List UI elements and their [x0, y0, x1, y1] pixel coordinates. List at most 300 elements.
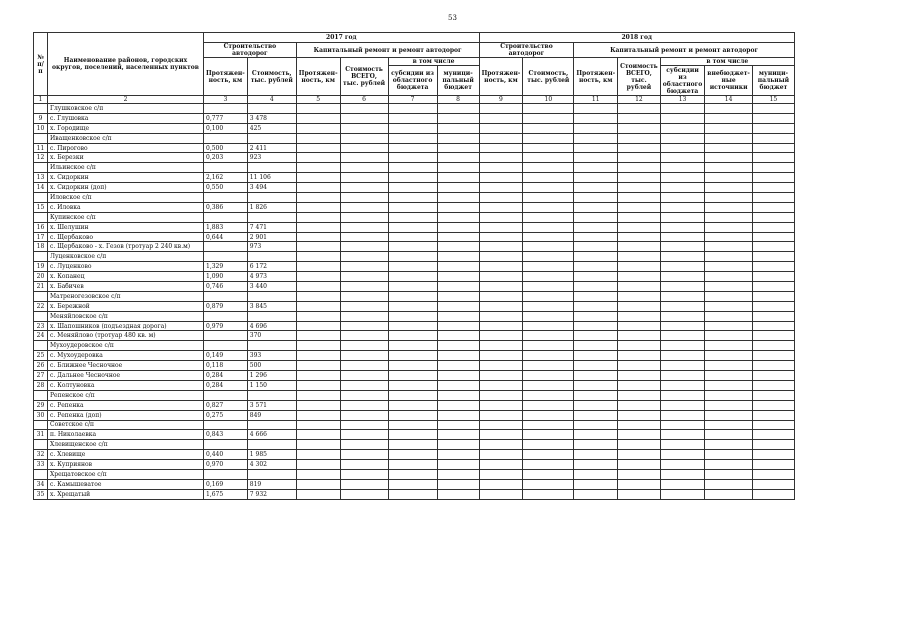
group-name: Ильинское с/п	[48, 163, 204, 173]
empty-cell	[296, 183, 340, 193]
column-number: 13	[660, 96, 705, 104]
table-row	[34, 153, 795, 163]
empty-cell	[660, 183, 705, 193]
empty-cell	[574, 469, 618, 479]
group-name: Купинское с/п	[48, 212, 204, 222]
empty-cell	[388, 469, 437, 479]
empty-cell	[523, 202, 574, 212]
row-number: 20	[34, 272, 48, 282]
empty-cell	[660, 242, 705, 252]
header-2018-including: в том числе	[660, 58, 794, 66]
empty-cell	[437, 113, 479, 123]
cost-cell: 7 471	[247, 222, 296, 232]
length-km-cell: 1,090	[204, 272, 248, 282]
empty-cell	[340, 104, 388, 114]
empty-cell	[705, 361, 753, 371]
empty-cell	[618, 331, 661, 341]
empty-cell	[660, 460, 705, 470]
empty-cell	[618, 222, 661, 232]
cost-cell: 1 296	[247, 371, 296, 381]
empty-cell	[618, 143, 661, 153]
empty-cell	[660, 440, 705, 450]
table-row	[34, 450, 795, 460]
empty-cell	[340, 291, 388, 301]
empty-cell	[437, 361, 479, 371]
cost-cell: 3 494	[247, 183, 296, 193]
empty-cell	[340, 341, 388, 351]
length-km-cell	[204, 104, 248, 114]
header-2018-con-length: Протяжен-ность, км	[479, 58, 523, 96]
empty-cell	[660, 163, 705, 173]
empty-cell	[752, 272, 794, 282]
length-km-cell: 0,979	[204, 321, 248, 331]
empty-cell	[479, 163, 523, 173]
empty-cell	[437, 311, 479, 321]
empty-cell	[479, 361, 523, 371]
empty-cell	[340, 361, 388, 371]
length-km-cell: 1,675	[204, 489, 248, 499]
cost-cell: 1 826	[247, 202, 296, 212]
row-number: 28	[34, 380, 48, 390]
length-km-cell: 1,883	[204, 222, 248, 232]
empty-cell	[340, 262, 388, 272]
row-number: 14	[34, 183, 48, 193]
empty-cell	[574, 361, 618, 371]
empty-cell	[660, 272, 705, 282]
empty-cell	[296, 163, 340, 173]
empty-cell	[388, 390, 437, 400]
empty-cell	[437, 252, 479, 262]
empty-cell	[388, 242, 437, 252]
empty-cell	[296, 489, 340, 499]
empty-cell	[388, 232, 437, 242]
empty-cell	[574, 222, 618, 232]
header-2017-repair: Капитальный ремонт и ремонт автодорог	[296, 43, 479, 58]
empty-cell	[574, 232, 618, 242]
empty-cell	[388, 143, 437, 153]
empty-cell	[437, 301, 479, 311]
empty-cell	[437, 143, 479, 153]
empty-cell	[705, 183, 753, 193]
length-km-cell	[204, 311, 248, 321]
empty-cell	[523, 163, 574, 173]
group-name: Луценковское с/п	[48, 252, 204, 262]
header-2018-rep-length: Протяжен-ность, км	[574, 58, 618, 96]
column-number: 5	[296, 96, 340, 104]
empty-cell	[660, 133, 705, 143]
row-number: 35	[34, 489, 48, 499]
row-number: 19	[34, 262, 48, 272]
table-row	[34, 113, 795, 123]
empty-cell	[296, 321, 340, 331]
table-row	[34, 479, 795, 489]
empty-cell	[705, 104, 753, 114]
empty-cell	[437, 163, 479, 173]
cost-cell: 4 973	[247, 272, 296, 282]
settlement-name: х. Шелушин	[48, 222, 204, 232]
empty-cell	[705, 420, 753, 430]
road-works-table	[33, 32, 795, 500]
empty-cell	[437, 400, 479, 410]
empty-cell	[705, 133, 753, 143]
empty-cell	[479, 104, 523, 114]
empty-cell	[705, 173, 753, 183]
header-2018-subsidy: субсидии из областного бюджета	[660, 66, 705, 96]
settlement-name: х. Бережной	[48, 301, 204, 311]
empty-cell	[340, 430, 388, 440]
empty-cell	[340, 272, 388, 282]
empty-cell	[296, 104, 340, 114]
row-number: 30	[34, 410, 48, 420]
empty-cell	[437, 242, 479, 252]
empty-cell	[388, 301, 437, 311]
table-row	[34, 430, 795, 440]
empty-cell	[618, 123, 661, 133]
empty-cell	[705, 282, 753, 292]
empty-cell	[340, 232, 388, 242]
empty-cell	[752, 123, 794, 133]
empty-cell	[388, 222, 437, 232]
cost-cell: 849	[247, 410, 296, 420]
empty-cell	[388, 153, 437, 163]
empty-cell	[574, 242, 618, 252]
column-number: 7	[388, 96, 437, 104]
empty-cell	[523, 212, 574, 222]
empty-cell	[340, 193, 388, 203]
header-2017-con-length: Протяжен-ность, км	[204, 58, 248, 96]
empty-cell	[523, 301, 574, 311]
empty-cell	[437, 380, 479, 390]
empty-cell	[523, 232, 574, 242]
length-km-cell	[204, 252, 248, 262]
table-row	[34, 143, 795, 153]
empty-cell	[705, 193, 753, 203]
length-km-cell: 0,284	[204, 371, 248, 381]
length-km-cell: 0,440	[204, 450, 248, 460]
empty-cell	[437, 133, 479, 143]
empty-cell	[660, 113, 705, 123]
length-km-cell: 0,386	[204, 202, 248, 212]
empty-cell	[618, 341, 661, 351]
empty-cell	[523, 291, 574, 301]
cost-cell: 4 666	[247, 430, 296, 440]
empty-cell	[296, 420, 340, 430]
empty-cell	[705, 163, 753, 173]
table-body	[34, 104, 795, 500]
empty-cell	[437, 371, 479, 381]
empty-cell	[574, 390, 618, 400]
empty-cell	[296, 222, 340, 232]
empty-cell	[660, 262, 705, 272]
empty-cell	[660, 331, 705, 341]
length-km-cell	[204, 440, 248, 450]
empty-cell	[752, 262, 794, 272]
table-row	[34, 400, 795, 410]
empty-cell	[388, 123, 437, 133]
empty-cell	[523, 311, 574, 321]
settlement-name: х. Куприянов	[48, 460, 204, 470]
empty-cell	[618, 410, 661, 420]
empty-cell	[479, 469, 523, 479]
empty-cell	[660, 341, 705, 351]
table-row	[34, 410, 795, 420]
empty-cell	[705, 430, 753, 440]
cost-cell: 1 985	[247, 450, 296, 460]
length-km-cell: 0,275	[204, 410, 248, 420]
group-name: Глушковское с/п	[48, 104, 204, 114]
empty-cell	[340, 222, 388, 232]
empty-cell	[296, 123, 340, 133]
empty-cell	[388, 341, 437, 351]
empty-cell	[574, 133, 618, 143]
empty-cell	[388, 173, 437, 183]
empty-cell	[437, 460, 479, 470]
empty-cell	[660, 430, 705, 440]
cost-cell: 3 440	[247, 282, 296, 292]
empty-cell	[752, 410, 794, 420]
empty-cell	[437, 212, 479, 222]
empty-cell	[618, 252, 661, 262]
empty-cell	[479, 311, 523, 321]
empty-cell	[296, 212, 340, 222]
empty-cell	[618, 351, 661, 361]
empty-cell	[296, 400, 340, 410]
empty-cell	[618, 311, 661, 321]
empty-cell	[437, 321, 479, 331]
settlement-name: с. Щербаково	[48, 232, 204, 242]
empty-cell	[340, 212, 388, 222]
length-km-cell: 0,100	[204, 123, 248, 133]
empty-cell	[752, 351, 794, 361]
header-2017-con-cost: Стоимость, тыс. рублей	[247, 58, 296, 96]
empty-cell	[479, 202, 523, 212]
group-row	[34, 163, 795, 173]
column-number: 4	[247, 96, 296, 104]
empty-cell	[574, 430, 618, 440]
empty-cell	[388, 489, 437, 499]
empty-cell	[340, 390, 388, 400]
empty-cell	[340, 321, 388, 331]
empty-cell	[437, 222, 479, 232]
empty-cell	[574, 282, 618, 292]
empty-cell	[340, 450, 388, 460]
empty-cell	[437, 430, 479, 440]
length-km-cell: 0,169	[204, 479, 248, 489]
empty-cell	[296, 390, 340, 400]
empty-cell	[618, 232, 661, 242]
empty-cell	[479, 400, 523, 410]
cost-cell: 393	[247, 351, 296, 361]
empty-cell	[388, 440, 437, 450]
table-row	[34, 460, 795, 470]
empty-cell	[660, 301, 705, 311]
row-number: 23	[34, 321, 48, 331]
row-number-cell	[34, 104, 48, 114]
column-number: 12	[618, 96, 661, 104]
empty-cell	[479, 113, 523, 123]
empty-cell	[388, 430, 437, 440]
empty-cell	[479, 331, 523, 341]
cost-cell	[247, 163, 296, 173]
empty-cell	[618, 420, 661, 430]
table-row	[34, 232, 795, 242]
empty-cell	[618, 262, 661, 272]
empty-cell	[523, 430, 574, 440]
row-number: 33	[34, 460, 48, 470]
table-row	[34, 173, 795, 183]
column-number: 10	[523, 96, 574, 104]
empty-cell	[388, 400, 437, 410]
empty-cell	[705, 469, 753, 479]
empty-cell	[523, 183, 574, 193]
empty-cell	[296, 291, 340, 301]
row-number: 32	[34, 450, 48, 460]
empty-cell	[523, 469, 574, 479]
table-row	[34, 242, 795, 252]
settlement-name: с. Пирогово	[48, 143, 204, 153]
empty-cell	[618, 361, 661, 371]
header-2018-repair: Капитальный ремонт и ремонт автодорог	[574, 43, 795, 58]
empty-cell	[705, 301, 753, 311]
empty-cell	[618, 380, 661, 390]
group-name: Хлевищенское с/п	[48, 440, 204, 450]
empty-cell	[296, 331, 340, 341]
empty-cell	[574, 104, 618, 114]
length-km-cell: 0,777	[204, 113, 248, 123]
group-row	[34, 420, 795, 430]
empty-cell	[523, 331, 574, 341]
table-row	[34, 361, 795, 371]
empty-cell	[340, 420, 388, 430]
empty-cell	[296, 460, 340, 470]
empty-cell	[618, 202, 661, 212]
empty-cell	[752, 143, 794, 153]
table-row	[34, 262, 795, 272]
empty-cell	[618, 291, 661, 301]
row-number: 16	[34, 222, 48, 232]
cost-cell: 6 172	[247, 262, 296, 272]
empty-cell	[752, 390, 794, 400]
empty-cell	[479, 291, 523, 301]
row-number: 21	[34, 282, 48, 292]
empty-cell	[705, 222, 753, 232]
empty-cell	[296, 311, 340, 321]
empty-cell	[752, 242, 794, 252]
empty-cell	[660, 489, 705, 499]
empty-cell	[296, 113, 340, 123]
length-km-cell	[204, 331, 248, 341]
empty-cell	[752, 440, 794, 450]
column-number: 11	[574, 96, 618, 104]
empty-cell	[574, 153, 618, 163]
empty-cell	[437, 291, 479, 301]
empty-cell	[479, 193, 523, 203]
empty-cell	[296, 440, 340, 450]
empty-cell	[618, 489, 661, 499]
cost-cell	[247, 193, 296, 203]
length-km-cell: 0,500	[204, 143, 248, 153]
empty-cell	[705, 331, 753, 341]
empty-cell	[660, 371, 705, 381]
length-km-cell: 0,827	[204, 400, 248, 410]
empty-cell	[618, 272, 661, 282]
empty-cell	[574, 212, 618, 222]
cost-cell	[247, 252, 296, 262]
empty-cell	[340, 183, 388, 193]
empty-cell	[752, 163, 794, 173]
empty-cell	[340, 133, 388, 143]
empty-cell	[574, 351, 618, 361]
empty-cell	[388, 361, 437, 371]
empty-cell	[574, 252, 618, 262]
empty-cell	[340, 489, 388, 499]
empty-cell	[705, 321, 753, 331]
cost-cell: 3 478	[247, 113, 296, 123]
empty-cell	[437, 262, 479, 272]
empty-cell	[523, 252, 574, 262]
settlement-name: с. Щербаково - х. Гезов (тротуар 2 240 кв.м)	[48, 242, 204, 252]
empty-cell	[479, 321, 523, 331]
settlement-name: х. Бабичев	[48, 282, 204, 292]
empty-cell	[523, 321, 574, 331]
row-number: 9	[34, 113, 48, 123]
table-row	[34, 371, 795, 381]
empty-cell	[479, 450, 523, 460]
column-number: 2	[48, 96, 204, 104]
empty-cell	[705, 272, 753, 282]
row-number-cell	[34, 291, 48, 301]
empty-cell	[752, 489, 794, 499]
empty-cell	[296, 153, 340, 163]
empty-cell	[574, 371, 618, 381]
empty-cell	[752, 133, 794, 143]
empty-cell	[340, 113, 388, 123]
empty-cell	[705, 440, 753, 450]
empty-cell	[437, 410, 479, 420]
length-km-cell	[204, 242, 248, 252]
empty-cell	[388, 460, 437, 470]
empty-cell	[479, 183, 523, 193]
empty-cell	[705, 400, 753, 410]
empty-cell	[618, 440, 661, 450]
empty-cell	[523, 193, 574, 203]
empty-cell	[479, 410, 523, 420]
empty-cell	[296, 469, 340, 479]
empty-cell	[574, 321, 618, 331]
empty-cell	[705, 380, 753, 390]
empty-cell	[388, 321, 437, 331]
empty-cell	[523, 489, 574, 499]
empty-cell	[752, 282, 794, 292]
length-km-cell	[204, 420, 248, 430]
cost-cell: 7 932	[247, 489, 296, 499]
empty-cell	[340, 123, 388, 133]
empty-cell	[574, 123, 618, 133]
empty-cell	[660, 321, 705, 331]
empty-cell	[523, 262, 574, 272]
row-number-cell	[34, 193, 48, 203]
empty-cell	[388, 291, 437, 301]
empty-cell	[752, 173, 794, 183]
empty-cell	[660, 390, 705, 400]
empty-cell	[574, 440, 618, 450]
empty-cell	[523, 361, 574, 371]
empty-cell	[574, 173, 618, 183]
empty-cell	[479, 232, 523, 242]
empty-cell	[523, 242, 574, 252]
empty-cell	[388, 311, 437, 321]
empty-cell	[752, 341, 794, 351]
